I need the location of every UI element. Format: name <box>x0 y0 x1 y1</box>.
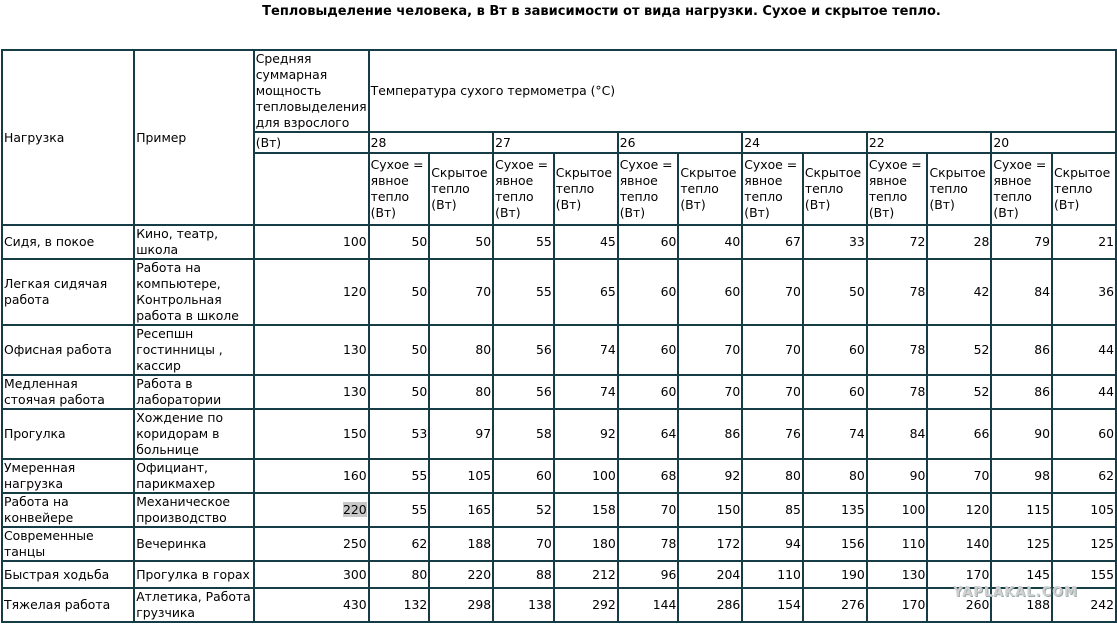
latent-heat-cell: 50 <box>803 259 867 325</box>
load-cell: Тяжелая работа <box>2 588 134 622</box>
dry-heat-cell: 188 <box>991 588 1052 622</box>
dry-heat-cell: 50 <box>369 375 430 409</box>
total-cell <box>254 325 369 375</box>
dry-heat-cell: 80 <box>742 459 803 493</box>
dry-heat-cell: 70 <box>742 259 803 325</box>
latent-heat-cell: 242 <box>1052 588 1116 622</box>
dry-heat-cell: 90 <box>991 409 1052 459</box>
table-row <box>2 259 1116 325</box>
latent-heat-cell: 220 <box>429 561 493 588</box>
latent-heat-cell: 65 <box>554 259 618 325</box>
temp-header: 24 <box>742 132 867 153</box>
latent-heat-cell: 42 <box>927 259 991 325</box>
total-value: 130 <box>342 384 367 399</box>
total-value: 220 <box>342 502 367 517</box>
dry-heat-cell: 60 <box>618 375 679 409</box>
latent-heat-cell: 100 <box>554 459 618 493</box>
dry-heat-cell: 110 <box>867 527 928 561</box>
heat-table <box>1 49 1117 623</box>
total-value: 100 <box>342 234 367 249</box>
total-value: 430 <box>342 597 367 612</box>
example-cell: Хождение по коридорам в больнице <box>134 409 254 459</box>
latent-heat-cell: 70 <box>429 259 493 325</box>
dry-heat-cell: 58 <box>493 409 554 459</box>
latent-heat-cell: 52 <box>927 325 991 375</box>
latent-heat-cell: 155 <box>1052 561 1116 588</box>
dry-heat-cell: 60 <box>618 325 679 375</box>
dry-heat-cell: 78 <box>618 527 679 561</box>
dry-heat-header: Сухое = явное тепло (Вт) <box>991 153 1052 225</box>
page-title: Тепловыделение человека, в Вт в зависимости от вида нагрузки. Сухое и скрытое тепло. <box>262 4 941 19</box>
latent-heat-header: Скрытое тепло (Вт) <box>1052 153 1116 225</box>
table-row <box>2 561 1116 588</box>
latent-heat-cell: 80 <box>429 375 493 409</box>
latent-heat-cell: 190 <box>803 561 867 588</box>
load-cell: Медленная стоячая работа <box>2 375 134 409</box>
example-cell: Прогулка в горах <box>134 561 254 588</box>
table-row <box>2 527 1116 561</box>
dry-heat-cell: 94 <box>742 527 803 561</box>
dry-heat-cell: 80 <box>369 561 430 588</box>
table-row <box>2 459 1116 493</box>
dry-heat-cell: 100 <box>867 493 928 527</box>
header-temperature: Температура сухого термометра (°C) <box>369 50 1116 132</box>
total-cell <box>254 527 369 561</box>
dry-heat-cell: 55 <box>369 459 430 493</box>
dry-heat-cell: 68 <box>618 459 679 493</box>
dry-heat-cell: 72 <box>867 225 928 259</box>
latent-heat-cell: 52 <box>927 375 991 409</box>
latent-heat-cell: 44 <box>1052 325 1116 375</box>
dry-heat-cell: 60 <box>618 259 679 325</box>
total-cell <box>254 225 369 259</box>
load-cell: Легкая сидячая работа <box>2 259 134 325</box>
latent-heat-cell: 298 <box>429 588 493 622</box>
dry-heat-cell: 130 <box>867 561 928 588</box>
latent-heat-cell: 74 <box>554 375 618 409</box>
example-cell: Вечеринка <box>134 527 254 561</box>
total-value: 300 <box>342 566 367 582</box>
dry-heat-cell: 132 <box>369 588 430 622</box>
temp-header: 22 <box>867 132 992 153</box>
dry-heat-header: Сухое = явное тепло (Вт) <box>742 153 803 225</box>
latent-heat-header: Скрытое тепло (Вт) <box>927 153 991 225</box>
dry-heat-cell: 138 <box>493 588 554 622</box>
latent-heat-cell: 135 <box>803 493 867 527</box>
latent-heat-cell: 50 <box>429 225 493 259</box>
latent-heat-cell: 92 <box>554 409 618 459</box>
latent-heat-cell: 286 <box>678 588 742 622</box>
latent-heat-cell: 292 <box>554 588 618 622</box>
dry-heat-cell: 67 <box>742 225 803 259</box>
latent-heat-cell: 172 <box>678 527 742 561</box>
load-cell: Умеренная нагрузка <box>2 459 134 493</box>
dry-heat-cell: 52 <box>493 493 554 527</box>
latent-heat-cell: 158 <box>554 493 618 527</box>
latent-heat-cell: 60 <box>803 375 867 409</box>
latent-heat-cell: 140 <box>927 527 991 561</box>
watermark: YAPLAKAL.COM <box>953 585 1078 600</box>
dry-heat-cell: 70 <box>742 375 803 409</box>
dry-heat-cell: 62 <box>369 527 430 561</box>
dry-heat-header: Сухое = явное тепло (Вт) <box>369 153 430 225</box>
dry-heat-cell: 70 <box>742 325 803 375</box>
dry-heat-cell: 154 <box>742 588 803 622</box>
dry-heat-cell: 56 <box>493 325 554 375</box>
dry-heat-cell: 70 <box>618 493 679 527</box>
latent-heat-cell: 44 <box>1052 375 1116 409</box>
latent-heat-cell: 188 <box>429 527 493 561</box>
dry-heat-cell: 86 <box>991 325 1052 375</box>
latent-heat-cell: 276 <box>803 588 867 622</box>
latent-heat-cell: 165 <box>429 493 493 527</box>
latent-heat-cell: 60 <box>803 325 867 375</box>
example-cell: Работа на компьютере, Контрольная работа в школе <box>134 259 254 325</box>
temp-header: 26 <box>618 132 743 153</box>
dry-heat-cell: 78 <box>867 325 928 375</box>
latent-heat-header: Скрытое тепло (Вт) <box>803 153 867 225</box>
dry-heat-cell: 144 <box>618 588 679 622</box>
total-cell <box>254 375 369 409</box>
example-cell: Ресепшн гостинницы , кассир <box>134 325 254 375</box>
latent-heat-cell: 36 <box>1052 259 1116 325</box>
example-cell: Механическое производство <box>134 493 254 527</box>
load-cell: Прогулка <box>2 409 134 459</box>
header-avg-unit: (Вт) <box>254 132 369 153</box>
dry-heat-cell: 50 <box>369 325 430 375</box>
total-cell <box>254 409 369 459</box>
latent-heat-cell: 70 <box>678 375 742 409</box>
latent-heat-cell: 45 <box>554 225 618 259</box>
latent-heat-cell: 212 <box>554 561 618 588</box>
total-cell <box>254 588 369 622</box>
total-value: 150 <box>342 426 367 441</box>
example-cell: Атлетика, Работа грузчика <box>134 588 254 622</box>
dry-heat-cell: 60 <box>493 459 554 493</box>
total-value: 130 <box>342 342 367 357</box>
latent-heat-cell: 60 <box>1052 409 1116 459</box>
dry-heat-cell: 110 <box>742 561 803 588</box>
table-row <box>2 375 1116 409</box>
dry-heat-cell: 55 <box>493 225 554 259</box>
latent-heat-cell: 74 <box>803 409 867 459</box>
header-load: Нагрузка <box>2 50 134 225</box>
latent-heat-cell: 80 <box>429 325 493 375</box>
load-cell: Современные танцы <box>2 527 134 561</box>
dry-heat-cell: 170 <box>867 588 928 622</box>
load-cell: Сидя, в покое <box>2 225 134 259</box>
latent-heat-cell: 21 <box>1052 225 1116 259</box>
dry-heat-cell: 56 <box>493 375 554 409</box>
latent-heat-header: Скрытое тепло (Вт) <box>429 153 493 225</box>
total-cell <box>254 493 369 527</box>
latent-heat-cell: 80 <box>803 459 867 493</box>
total-cell <box>254 561 369 588</box>
dry-heat-cell: 79 <box>991 225 1052 259</box>
dry-heat-cell: 145 <box>991 561 1052 588</box>
table-row <box>2 225 1116 259</box>
example-cell: Кино, театр, школа <box>134 225 254 259</box>
header-avg-blank <box>254 153 369 225</box>
dry-heat-cell: 85 <box>742 493 803 527</box>
dry-heat-cell: 53 <box>369 409 430 459</box>
total-value: 250 <box>342 536 367 551</box>
header-avg-power: Средняя суммарная мощность тепловыделения для взрослого <box>255 51 367 130</box>
latent-heat-header: Скрытое тепло (Вт) <box>678 153 742 225</box>
dry-heat-cell: 70 <box>493 527 554 561</box>
dry-heat-header: Сухое = явное тепло (Вт) <box>618 153 679 225</box>
dry-heat-cell: 64 <box>618 409 679 459</box>
table-row <box>2 325 1116 375</box>
latent-heat-cell: 33 <box>803 225 867 259</box>
latent-heat-cell: 60 <box>678 259 742 325</box>
example-cell: Официант, парикмахер <box>134 459 254 493</box>
latent-heat-cell: 180 <box>554 527 618 561</box>
dry-heat-cell: 115 <box>991 493 1052 527</box>
temp-header: 27 <box>493 132 618 153</box>
dry-heat-cell: 86 <box>991 375 1052 409</box>
dry-heat-cell: 88 <box>493 561 554 588</box>
dry-heat-cell: 55 <box>369 493 430 527</box>
latent-heat-cell: 70 <box>927 459 991 493</box>
example-cell: Работа в лаборатории <box>134 375 254 409</box>
dry-heat-cell: 55 <box>493 259 554 325</box>
latent-heat-cell: 92 <box>678 459 742 493</box>
latent-heat-cell: 66 <box>927 409 991 459</box>
temp-header: 20 <box>991 132 1116 153</box>
dry-heat-cell: 60 <box>618 225 679 259</box>
latent-heat-cell: 170 <box>927 561 991 588</box>
latent-heat-cell: 40 <box>678 225 742 259</box>
table-row <box>2 493 1116 527</box>
load-cell: Офисная работа <box>2 325 134 375</box>
dry-heat-cell: 125 <box>991 527 1052 561</box>
latent-heat-cell: 86 <box>678 409 742 459</box>
total-cell <box>254 459 369 493</box>
latent-heat-cell: 150 <box>678 493 742 527</box>
latent-heat-cell: 204 <box>678 561 742 588</box>
latent-heat-cell: 70 <box>678 325 742 375</box>
latent-heat-cell: 105 <box>1052 493 1116 527</box>
total-value: 160 <box>342 468 367 483</box>
load-cell: Быстрая ходьба <box>2 561 134 588</box>
dry-heat-cell: 78 <box>867 259 928 325</box>
dry-heat-header: Сухое = явное тепло (Вт) <box>493 153 554 225</box>
total-value: 120 <box>342 284 367 299</box>
latent-heat-cell: 74 <box>554 325 618 375</box>
dry-heat-cell: 96 <box>618 561 679 588</box>
dry-heat-cell: 84 <box>867 409 928 459</box>
table-row <box>2 588 1116 622</box>
header-example: Пример <box>134 50 254 225</box>
latent-heat-header: Скрытое тепло (Вт) <box>554 153 618 225</box>
temp-header: 28 <box>369 132 494 153</box>
dry-heat-cell: 98 <box>991 459 1052 493</box>
dry-heat-cell: 78 <box>867 375 928 409</box>
dry-heat-header: Сухое = явное тепло (Вт) <box>867 153 928 225</box>
latent-heat-cell: 97 <box>429 409 493 459</box>
total-cell <box>254 259 369 325</box>
latent-heat-cell: 105 <box>429 459 493 493</box>
latent-heat-cell: 62 <box>1052 459 1116 493</box>
dry-heat-cell: 76 <box>742 409 803 459</box>
latent-heat-cell: 120 <box>927 493 991 527</box>
table-row <box>2 409 1116 459</box>
dry-heat-cell: 50 <box>369 225 430 259</box>
dry-heat-cell: 84 <box>991 259 1052 325</box>
dry-heat-cell: 50 <box>369 259 430 325</box>
load-cell: Работа на конвейере <box>2 493 134 527</box>
latent-heat-cell: 125 <box>1052 527 1116 561</box>
latent-heat-cell: 260 <box>927 588 991 622</box>
latent-heat-cell: 28 <box>927 225 991 259</box>
latent-heat-cell: 156 <box>803 527 867 561</box>
dry-heat-cell: 90 <box>867 459 928 493</box>
